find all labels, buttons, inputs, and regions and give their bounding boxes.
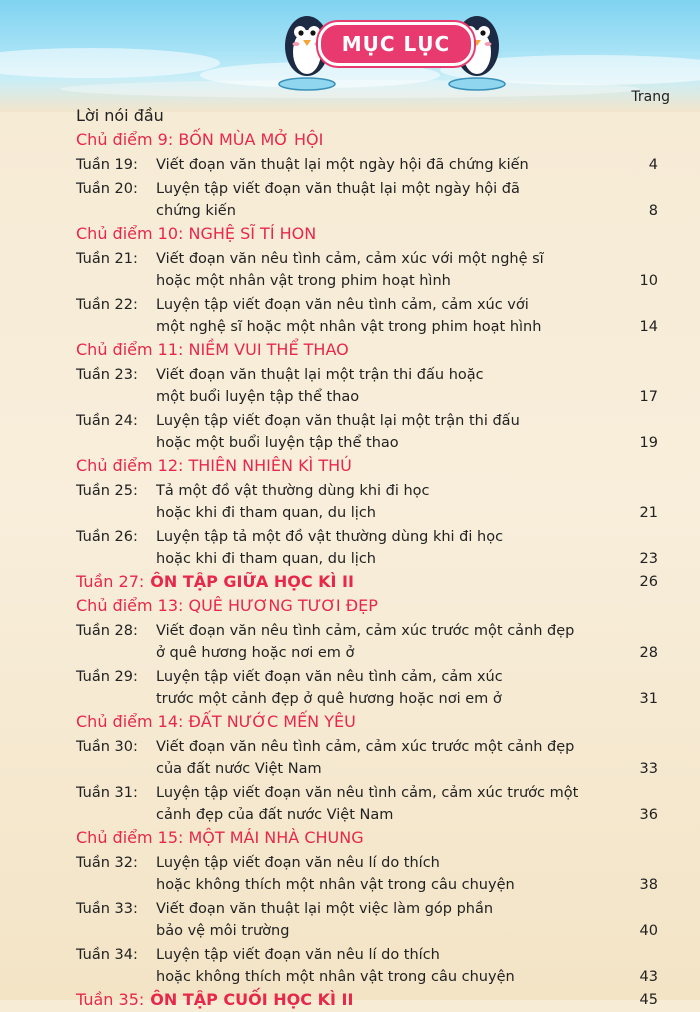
entry-text-line: hoặc không thích một nhân vật trong câu chuyện: [156, 969, 515, 985]
entry-text-line: hoặc một buổi luyện tập thể thao: [156, 435, 399, 451]
entry-text-line: hoặc khi đi tham quan, du lịch: [156, 505, 376, 521]
toc-entry[interactable]: [76, 736, 666, 780]
review-title: ÔN TẬP GIỮA HỌC KÌ II: [150, 572, 354, 591]
toc-entry[interactable]: [76, 364, 666, 408]
page-number: 4: [648, 157, 658, 173]
entry-text: [156, 364, 596, 408]
entry-text-line: Luyện tập tả một đồ vật thường dùng khi đi học: [156, 529, 504, 545]
page-number: 28: [639, 645, 658, 661]
chapter-title[interactable]: Chủ điểm 13: QUÊ HƯƠNG TƯƠI ĐẸP: [76, 596, 378, 615]
entry-text-line: Luyện tập viết đoạn văn nêu tình cảm, cảm xúc: [156, 669, 503, 685]
entry-text: [156, 620, 596, 664]
week-label: Tuần 32:: [76, 855, 138, 871]
page-number: 36: [639, 807, 658, 823]
entry-text-line: Luyện tập viết đoạn văn nêu tình cảm, cảm xúc với: [156, 297, 529, 313]
week-label: Tuần 20:: [76, 181, 138, 197]
week-label: Tuần 33:: [76, 901, 138, 917]
page-number: 10: [639, 273, 658, 289]
review-week-label: Tuần 35:: [76, 990, 145, 1009]
toc-entry[interactable]: [76, 898, 666, 942]
entry-text: [156, 154, 596, 176]
chapter-title[interactable]: Chủ điểm 14: ĐẤT NƯỚC MẾN YÊU: [76, 712, 356, 731]
entry-text-line: Viết đoạn văn thuật lại một ngày hội đã chứng kiến: [156, 157, 529, 173]
entry-text: [156, 666, 596, 710]
entry-text: [156, 294, 596, 338]
entry-text-line: Luyện tập viết đoạn văn thuật lại một ngày hội đã: [156, 181, 520, 197]
entry-text-line: Viết đoạn văn nêu tình cảm, cảm xúc với một nghệ sĩ: [156, 251, 544, 267]
toc-entry[interactable]: [76, 178, 666, 222]
toc-entry[interactable]: [76, 782, 666, 826]
entry-text-line: hoặc một nhân vật trong phim hoạt hình: [156, 273, 451, 289]
page-number: 23: [639, 551, 658, 567]
entry-text-line: một buổi luyện tập thể thao: [156, 389, 360, 405]
chapter-title[interactable]: Chủ điểm 11: NIỀM VUI THỂ THAO: [76, 340, 349, 359]
entry-text: [156, 178, 596, 222]
chapter-group-1: [76, 128, 666, 570]
chapter-group-2: [76, 594, 666, 988]
week-label: Tuần 24:: [76, 413, 138, 429]
toc-title-badge: [318, 22, 474, 66]
entry-text-line: chứng kiến: [156, 203, 236, 219]
page-number: 17: [639, 389, 658, 405]
page-number: 19: [639, 435, 658, 451]
page-number: 14: [639, 319, 658, 335]
week-label: Tuần 31:: [76, 785, 138, 801]
review-title: ÔN TẬP CUỐI HỌC KÌ II: [150, 990, 354, 1009]
page-number: 21: [639, 505, 658, 521]
review-week-label: Tuần 27:: [76, 572, 145, 591]
week-label: Tuần 21:: [76, 251, 138, 267]
entry-text: [156, 898, 596, 942]
week-label: Tuần 26:: [76, 529, 138, 545]
entry-text: [156, 248, 596, 292]
toc-entry[interactable]: [76, 480, 666, 524]
entry-text-line: Tả một đồ vật thường dùng khi đi học: [156, 483, 430, 499]
chapter-title[interactable]: Chủ điểm 9: BỐN MÙA MỞ HỘI: [76, 130, 324, 149]
review-midterm-entry[interactable]: [76, 570, 666, 594]
page-number: 31: [639, 691, 658, 707]
entry-text-line: Luyện tập viết đoạn văn nêu lí do thích: [156, 947, 440, 963]
entry-text: [156, 736, 596, 780]
entry-text-line: trước một cảnh đẹp ở quê hương hoặc nơi em ở: [156, 691, 502, 707]
week-label: Tuần 34:: [76, 947, 138, 963]
entry-text-line: bảo vệ môi trường: [156, 923, 290, 939]
page-column-label: Trang: [631, 89, 670, 105]
entry-text: [156, 852, 596, 896]
entry-text: [156, 410, 596, 454]
entry-text-line: ở quê hương hoặc nơi em ở: [156, 645, 355, 661]
toc-entry[interactable]: [76, 526, 666, 570]
entry-text: [156, 944, 596, 988]
toc-entry[interactable]: [76, 294, 666, 338]
page-number: 33: [639, 761, 658, 777]
review-page-number: 26: [639, 574, 658, 590]
toc-entry[interactable]: [76, 666, 666, 710]
toc-entry[interactable]: [76, 620, 666, 664]
entry-text: [156, 480, 596, 524]
entry-text: [156, 526, 596, 570]
week-label: Tuần 22:: [76, 297, 138, 313]
toc-entry[interactable]: [76, 154, 666, 176]
entry-text: [156, 782, 596, 826]
entry-text-line: Luyện tập viết đoạn văn nêu lí do thích: [156, 855, 440, 871]
entry-text-line: Viết đoạn văn thuật lại một việc làm góp phần: [156, 901, 494, 917]
entry-text-line: Viết đoạn văn nêu tình cảm, cảm xúc trước một cảnh đẹp: [156, 623, 575, 639]
preface-entry[interactable]: Lời nói đầu: [76, 106, 164, 125]
chapter-title[interactable]: Chủ điểm 15: MỘT MÁI NHÀ CHUNG: [76, 828, 364, 847]
week-label: Tuần 19:: [76, 157, 138, 173]
entry-text-line: hoặc không thích một nhân vật trong câu chuyện: [156, 877, 515, 893]
entry-text-line: Luyện tập viết đoạn văn thuật lại một trận thi đấu: [156, 413, 520, 429]
entry-text-line: Viết đoạn văn thuật lại một trận thi đấu hoặc: [156, 367, 484, 383]
entry-text-line: của đất nước Việt Nam: [156, 761, 322, 777]
entry-text-line: một nghệ sĩ hoặc một nhân vật trong phim hoạt hình: [156, 319, 542, 335]
toc-entry[interactable]: [76, 852, 666, 896]
entry-text-line: hoặc khi đi tham quan, du lịch: [156, 551, 376, 567]
toc-title: MỤC LỤC: [341, 32, 451, 56]
toc-entry[interactable]: [76, 944, 666, 988]
entry-text-line: cảnh đẹp của đất nước Việt Nam: [156, 807, 394, 823]
week-label: Tuần 30:: [76, 739, 138, 755]
toc-entry[interactable]: [76, 248, 666, 292]
page-number: 43: [639, 969, 658, 985]
table-of-contents: [76, 104, 666, 1012]
toc-entry[interactable]: [76, 410, 666, 454]
week-label: Tuần 23:: [76, 367, 138, 383]
week-label: Tuần 28:: [76, 623, 138, 639]
review-page-number: 45: [639, 992, 658, 1008]
page-number: 38: [639, 877, 658, 893]
chapter-title[interactable]: Chủ điểm 12: THIÊN NHIÊN KÌ THÚ: [76, 456, 352, 475]
week-label: Tuần 29:: [76, 669, 138, 685]
entry-text-line: Luyện tập viết đoạn văn nêu tình cảm, cảm xúc trước một: [156, 785, 579, 801]
chapter-title[interactable]: Chủ điểm 10: NGHỆ SĨ TÍ HON: [76, 224, 317, 243]
entry-text-line: Viết đoạn văn nêu tình cảm, cảm xúc trước một cảnh đẹp: [156, 739, 575, 755]
page-number: 40: [639, 923, 658, 939]
week-label: Tuần 25:: [76, 483, 138, 499]
page-number: 8: [648, 203, 658, 219]
review-final-entry[interactable]: [76, 988, 666, 1012]
